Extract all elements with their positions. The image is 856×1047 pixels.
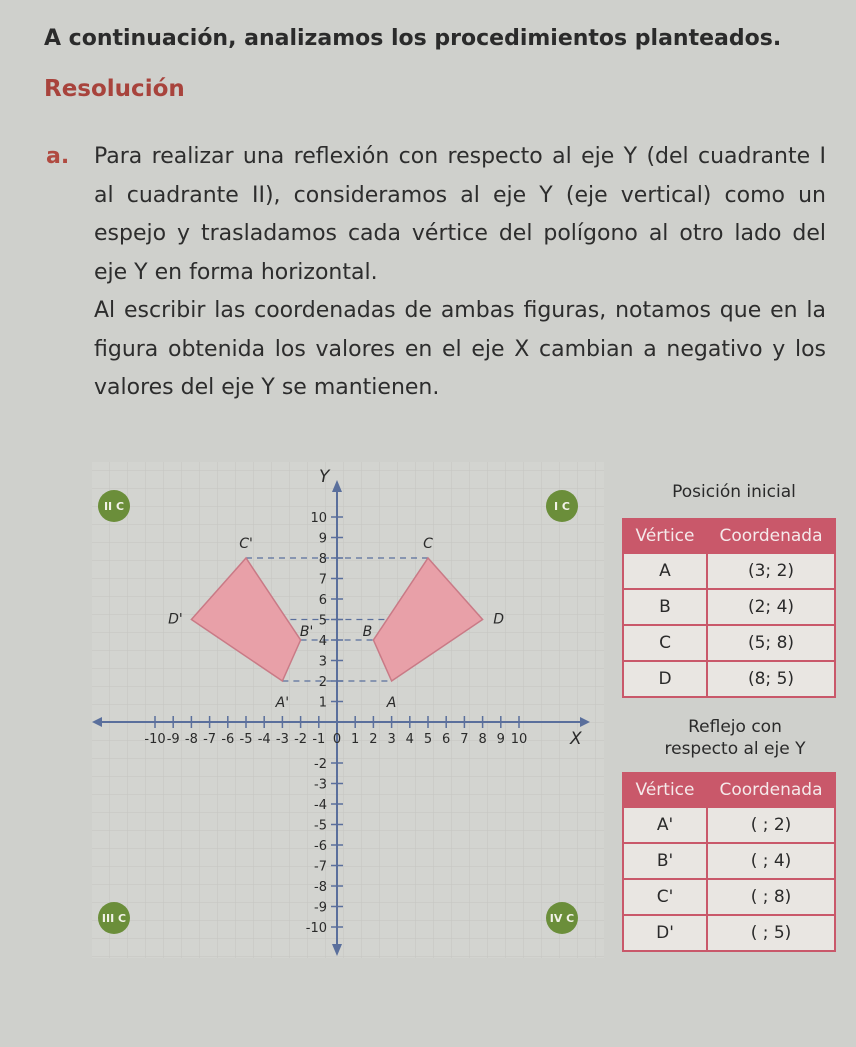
item-letter: a. (46, 144, 70, 169)
table-row: D (8; 5) (623, 661, 835, 697)
y-tick-label: -9 (314, 900, 327, 916)
y-tick-label: -6 (314, 839, 327, 854)
quadrant-label: II C (103, 500, 125, 513)
table-row: B (2; 4) (623, 589, 835, 625)
original-vertex-label: B (362, 624, 373, 640)
y-tick-label: -10 (305, 921, 327, 936)
table-initial-position (622, 518, 836, 698)
y-tick-label: -3 (314, 777, 327, 793)
table2-title (630, 716, 840, 760)
table-row: A' ( ; 2) (623, 807, 835, 843)
x-tick-label: 8 (478, 732, 487, 747)
table1-header-vertex: Vértice (623, 519, 707, 553)
x-tick-label: -3 (275, 732, 289, 747)
y-tick-label: -4 (314, 798, 327, 813)
table-row: C (5; 8) (623, 625, 835, 661)
x-tick-label: -9 (166, 732, 180, 747)
paragraph-2: Al escribir las coordenadas de ambas figuras, notamos que en la figura obtenida los valores en el eje X cambian a negativo y los valores del eje Y se mantienen. (94, 298, 826, 400)
x-tick-label: -5 (239, 732, 253, 747)
x-tick-label: 7 (460, 732, 469, 747)
x-tick-label: 2 (369, 732, 378, 747)
quadrant-label: III C (101, 912, 127, 925)
quadrant-label: IV C (549, 912, 575, 925)
x-tick-label: 6 (442, 732, 451, 747)
y-tick-label: -8 (314, 880, 327, 895)
coordinate-plane (92, 462, 604, 958)
y-tick-label: -2 (314, 757, 327, 772)
reflected-vertex-label: A' (275, 695, 290, 711)
table-row: B' ( ; 4) (623, 843, 835, 879)
table2-header-coordinate: Coordenada (707, 773, 835, 807)
x-tick-label: -1 (312, 732, 326, 747)
table2-title-line2: respecto al eje Y (664, 739, 806, 759)
reflected-vertex-label: C' (239, 536, 253, 552)
table1-title: Posición inicial (672, 482, 796, 502)
y-tick-label: 10 (310, 511, 327, 526)
item-a (46, 138, 826, 408)
x-tick-label: 1 (351, 732, 360, 747)
y-tick-label: 3 (318, 654, 327, 670)
x-tick-label: 10 (510, 732, 528, 747)
x-tick-label: 0 (332, 732, 342, 747)
x-tick-label: -4 (257, 732, 271, 747)
x-tick-label: 5 (423, 732, 433, 747)
y-tick-label: 2 (318, 675, 327, 690)
original-vertex-label: D (493, 611, 504, 628)
y-tick-label: 8 (318, 552, 327, 567)
table1-header-coordinate: Coordenada (707, 519, 835, 553)
y-axis-label: Y (319, 467, 330, 487)
y-tick-label: -5 (314, 818, 327, 834)
reflected-vertex-label: D' (168, 611, 183, 628)
reflected-vertex-label: B' (299, 624, 314, 640)
y-tick-label: 1 (318, 695, 327, 711)
x-axis-label: X (570, 729, 582, 749)
y-tick-label: 7 (318, 572, 327, 588)
table-row: A (3; 2) (623, 553, 835, 589)
x-tick-label: 3 (387, 732, 396, 747)
intro-text: A continuación, analizamos los procedimientos planteados. (44, 26, 782, 51)
x-tick-label: -7 (203, 732, 217, 747)
original-vertex-label: C (423, 536, 433, 552)
y-tick-label: -7 (314, 859, 327, 875)
table2-header-vertex: Vértice (623, 773, 707, 807)
table-row: D' ( ; 5) (623, 915, 835, 951)
graph-grid (92, 462, 604, 958)
y-tick-label: 6 (318, 593, 327, 608)
x-tick-label: -6 (221, 732, 235, 747)
paragraph-1: Para realizar una reflexión con respecto al eje Y (del cuadrante I al cuadrante II), consideramos al eje Y (eje vertical) como un espejo y trasladamos cada vértice del polígono al otro lado del eje Y en forma horizontal. (94, 144, 826, 285)
table2-title-line1: Reflejo con (688, 717, 782, 737)
table-reflection (622, 772, 836, 952)
x-tick-label: -8 (184, 732, 198, 747)
quadrant-label: I C (554, 500, 570, 513)
x-tick-label: 4 (405, 732, 414, 747)
table-row: C' ( ; 8) (623, 879, 835, 915)
x-tick-label: -10 (144, 732, 166, 747)
x-tick-label: 9 (496, 732, 505, 747)
y-tick-label: 5 (318, 613, 327, 629)
section-heading: Resolución (44, 76, 185, 102)
y-tick-label: 4 (318, 634, 327, 649)
y-tick-label: 9 (318, 531, 327, 547)
x-tick-label: -2 (294, 732, 308, 747)
original-vertex-label: A (386, 695, 397, 711)
